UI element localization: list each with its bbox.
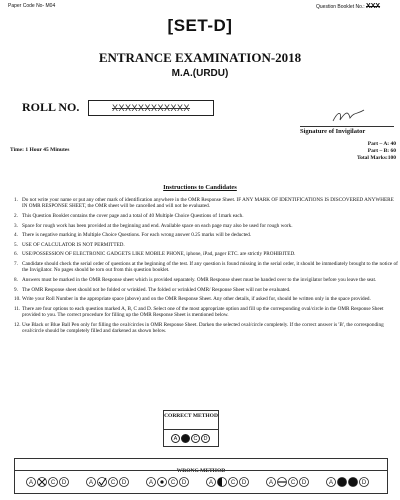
correct-method-label: CORRECT METHOD bbox=[164, 413, 218, 419]
svg-text:A: A bbox=[148, 480, 154, 486]
svg-text:A: A bbox=[28, 480, 34, 486]
list-item: 3. Space for rough work has been provided at the beginning and end. Available space on each page may also be used for rough work. bbox=[14, 222, 293, 229]
svg-text:C: C bbox=[110, 480, 116, 486]
correct-method-header bbox=[163, 410, 219, 430]
roll-label: ROLL NO. bbox=[22, 100, 80, 114]
list-item: 12. Use Black or Blue Ball Pen only for filling the oval/circles in OMR Response Sheet. Darken the selected oval/circle completely. If the correct answer is 'B', the corresponding oval/circle should be completely filled and darkened as shown below. bbox=[14, 321, 384, 335]
part-b-marks: Part – B: 60 bbox=[367, 148, 396, 154]
svg-text:A: A bbox=[268, 480, 274, 486]
list-item: 10. Write your Roll Number in the appropriate space (above) and on the OMR Response Sheet. Any other details, if asked for, should be written only in the space provided. bbox=[14, 296, 371, 303]
list-item: 7. Candidate should check the serial order of questions at the beginning of the test. If any question is found missing in the serial order, it should be immediately brought to the notice of the Invigilator. No pages should be torn out from this question booklet. bbox=[14, 260, 398, 274]
wrong-method-bubbles-icon bbox=[15, 471, 387, 493]
instructions-list bbox=[14, 197, 398, 338]
svg-text:A: A bbox=[208, 480, 214, 486]
correct-method-example bbox=[163, 429, 219, 447]
option-a-bubble: A bbox=[171, 434, 180, 443]
svg-text:C: C bbox=[170, 480, 176, 486]
list-item: 1. Do not write your name or put any other mark of identification anywhere in the OMR Response Sheet. IF ANY MARK OF IDENTIFICATIONS IS DISCOVERED ANYWHERE IN OMR RESPONSE SHEET, the OMR sheet will be cancelled and will not be evaluated. bbox=[14, 197, 394, 210]
signature-icon bbox=[330, 106, 370, 126]
wrong-method-label: WRONG METHOD bbox=[176, 468, 226, 474]
svg-text:D: D bbox=[301, 480, 307, 486]
marks-block bbox=[338, 141, 396, 162]
svg-text:D: D bbox=[61, 480, 67, 486]
svg-text:A: A bbox=[328, 480, 334, 486]
list-item: 8. Answers must be marked in the OMR Response sheet which is provided separately. OMR Response sheet must be handed over to the invigilator before you leave the seat. bbox=[14, 276, 377, 283]
list-item: 5. USE OF CALCULATOR IS NOT PERMITTED. bbox=[14, 241, 125, 248]
subject-title: M.A.(URDU) bbox=[171, 68, 229, 79]
paper-code: Paper Code No- M04 bbox=[8, 3, 56, 9]
option-c-bubble: C bbox=[191, 434, 200, 443]
exam-title: ENTRANCE EXAMINATION-2018 bbox=[98, 50, 302, 65]
part-a-marks: Part – A: 40 bbox=[367, 141, 396, 147]
svg-text:D: D bbox=[121, 480, 127, 486]
svg-text:C: C bbox=[230, 480, 236, 486]
list-item: 2. This Question Booklet contains the cover page and a total of 40 Multiple Choice Questions of 1mark each. bbox=[14, 213, 244, 219]
svg-text:D: D bbox=[361, 480, 367, 486]
total-marks: Total Marks:100 bbox=[356, 155, 396, 161]
option-b-bubble-filled: B bbox=[181, 434, 190, 443]
wrong-method-examples bbox=[14, 470, 388, 494]
list-item: 11. There are four options to each question marked A, B, C and D. Select one of the most appropriate option and fill up the corresponding oval/circle in the OMR Response Sheet provided to you. The correct procedure for filling up the OMR Response Sheet is mentioned below. bbox=[14, 305, 384, 319]
roll-number-box: XXXXXXXXXXXX bbox=[88, 100, 214, 116]
list-item: 9. The OMR Response sheet should not be folded or wrinkled. The folded or wrinkled OMR/ Response Sheet will not be evaluated. bbox=[14, 286, 291, 293]
svg-text:C: C bbox=[290, 480, 296, 486]
list-item: 6. USE/POSSESSION OF ELECTRONIC GADGETS LIKE MOBILE PHONE, iphone, iPad, pager ETC. are strictly PROHIBITED. bbox=[14, 251, 296, 258]
option-d-bubble: D bbox=[201, 434, 210, 443]
svg-text:D: D bbox=[181, 480, 187, 486]
invigilator-signature-label: Signature of Invigilator bbox=[300, 128, 366, 135]
svg-text:C: C bbox=[50, 480, 56, 486]
signature-line bbox=[300, 126, 394, 127]
instructions-title: Instructions to Candidates bbox=[163, 184, 237, 191]
list-item: 4. There is negative marking in Multiple Choice Questions. For each wrong answer 0.25 marks will be deducted. bbox=[14, 232, 252, 239]
booklet-number: XXX bbox=[366, 3, 381, 10]
set-label: [SET-D] bbox=[167, 16, 233, 35]
svg-text:D: D bbox=[241, 480, 247, 486]
time-label: Time: 1 Hour 45 Minutes bbox=[10, 147, 70, 153]
svg-text:A: A bbox=[88, 480, 94, 486]
booklet-label: Question Booklet No.: bbox=[316, 4, 365, 10]
booklet-number-label bbox=[316, 3, 380, 10]
